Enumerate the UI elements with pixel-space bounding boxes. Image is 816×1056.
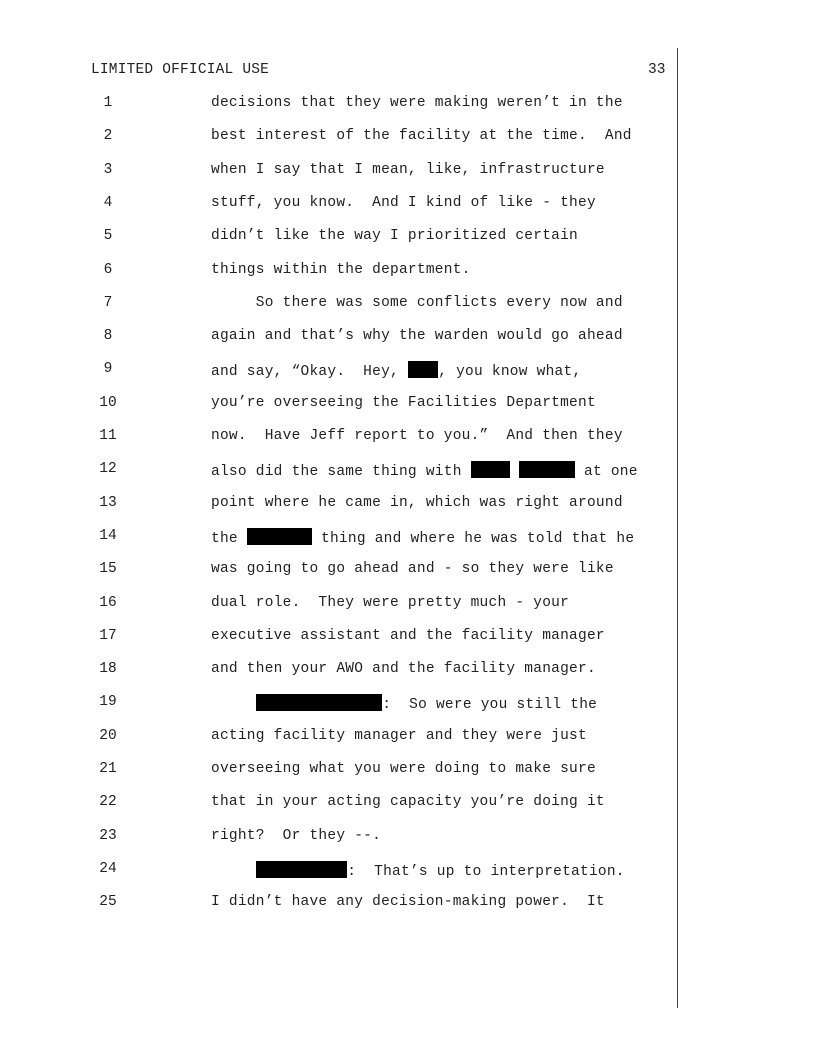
line-text [211, 262, 471, 278]
line-number: 25 [99, 894, 117, 911]
text-segment: overseeing what you were doing to make sure [211, 761, 596, 777]
text-segment: : That’s up to interpretation. [347, 863, 625, 880]
transcript-line [0, 794, 700, 814]
text-segment: stuff, you know. And I kind of like - they [211, 194, 596, 211]
line-text [211, 162, 605, 178]
line-number: 15 [99, 561, 117, 578]
line-text [211, 728, 587, 744]
text-segment: right? Or they --. [211, 827, 382, 844]
transcript-line [0, 262, 700, 282]
transcript-line [0, 894, 700, 914]
transcript-line [0, 761, 700, 781]
line-number: 16 [99, 594, 117, 611]
line-text [211, 794, 605, 810]
text-segment [211, 697, 256, 713]
line-text [211, 861, 625, 880]
line-text [211, 361, 581, 380]
text-segment: you’re overseeing the Facilities Department [211, 394, 596, 411]
text-segment: and then your AWO and the facility manager. [211, 661, 596, 678]
redaction-box [408, 361, 438, 378]
text-segment: dual role. They were pretty much - your [211, 594, 570, 611]
transcript-line [0, 461, 700, 481]
line-number: 14 [99, 527, 117, 544]
line-text [211, 428, 623, 444]
transcript-line [0, 162, 700, 182]
line-number: 24 [99, 860, 117, 877]
line-number: 20 [99, 727, 117, 744]
line-text [211, 128, 632, 144]
line-number: 5 [103, 228, 113, 245]
redaction-box [471, 461, 510, 478]
text-segment: thing and where he was told that he [312, 530, 635, 547]
line-text [211, 761, 596, 777]
text-segment: acting facility manager and they were just [211, 727, 587, 744]
transcript-line [0, 728, 700, 748]
transcript-line [0, 828, 700, 848]
transcript-line [0, 395, 700, 415]
transcript-line [0, 628, 700, 648]
redaction-box [256, 694, 383, 711]
line-text [211, 694, 597, 713]
text-segment: , you know what, [438, 364, 582, 381]
line-text [211, 495, 623, 511]
text-segment [211, 864, 256, 880]
text-segment: when I say that I mean, like, infrastructure [211, 161, 605, 178]
redaction-box [247, 528, 312, 545]
transcript-line [0, 861, 700, 881]
line-text [211, 628, 605, 644]
text-segment: best interest of the facility at the time. And [211, 128, 632, 145]
line-number: 21 [99, 761, 117, 777]
line-number: 10 [99, 394, 117, 411]
text-segment [510, 464, 519, 480]
line-text [211, 595, 569, 611]
transcript-line [0, 361, 700, 381]
line-text [211, 828, 381, 844]
text-segment: again and that’s why the warden would go ahead [211, 328, 623, 345]
line-text [211, 894, 605, 910]
transcript-line [0, 528, 700, 548]
transcript-line [0, 328, 700, 348]
text-segment: I didn’t have any decision-making power. It [211, 894, 605, 911]
line-number: 8 [103, 328, 113, 345]
text-segment: : So were you still the [382, 697, 598, 714]
text-segment: things within the department. [211, 261, 471, 278]
transcript-line [0, 694, 700, 714]
text-segment: didn’t like the way I prioritized certain [211, 228, 579, 245]
redaction-box [256, 861, 348, 878]
line-number: 4 [103, 194, 113, 211]
line-text [211, 195, 596, 211]
line-text [211, 528, 634, 547]
text-segment: point where he came in, which was right around [211, 494, 623, 511]
line-number: 12 [99, 461, 117, 478]
transcript-line [0, 495, 700, 515]
line-text [211, 461, 638, 480]
transcript-line [0, 561, 700, 581]
text-segment: decisions that they were making weren’t in the [211, 95, 623, 111]
line-text [211, 295, 623, 311]
line-text [211, 328, 623, 344]
line-text [211, 661, 596, 677]
line-text [211, 395, 596, 411]
line-text [211, 561, 614, 577]
line-number: 7 [103, 294, 113, 311]
line-number: 17 [99, 627, 117, 644]
line-number: 6 [103, 261, 113, 278]
transcript-line [0, 228, 700, 248]
text-segment: executive assistant and the facility manager [211, 627, 605, 644]
transcript-line [0, 661, 700, 681]
line-number: 11 [99, 428, 117, 444]
line-number: 18 [99, 661, 117, 678]
line-number: 1 [103, 95, 113, 111]
text-segment: was going to go ahead and - so they were like [211, 561, 614, 578]
line-number: 3 [103, 161, 113, 178]
line-text [211, 228, 578, 244]
line-number: 19 [99, 694, 117, 711]
transcript-line [0, 195, 700, 215]
text-segment: So there was some conflicts every now and [211, 294, 623, 311]
text-segment: now. Have Jeff report to you.” And then they [211, 428, 623, 444]
line-number: 22 [99, 794, 117, 811]
text-segment: and say, “Okay. Hey, [211, 364, 408, 381]
text-segment: also did the same thing with [211, 464, 471, 481]
line-number: 2 [103, 128, 113, 145]
line-number: 23 [99, 827, 117, 844]
classification-header: LIMITED OFFICIAL USE [91, 62, 270, 78]
line-number: 9 [103, 361, 113, 378]
redaction-box [519, 461, 576, 478]
line-number: 13 [99, 494, 117, 511]
transcript-line [0, 95, 700, 115]
page-number: 33 [648, 62, 666, 78]
transcript-line [0, 595, 700, 615]
text-segment: the [211, 530, 247, 547]
text-segment: that in your acting capacity you’re doing it [211, 794, 605, 811]
transcript-line [0, 428, 700, 448]
text-segment: at one [575, 464, 638, 481]
transcript-line [0, 128, 700, 148]
line-text [211, 95, 623, 111]
transcript-line [0, 295, 700, 315]
